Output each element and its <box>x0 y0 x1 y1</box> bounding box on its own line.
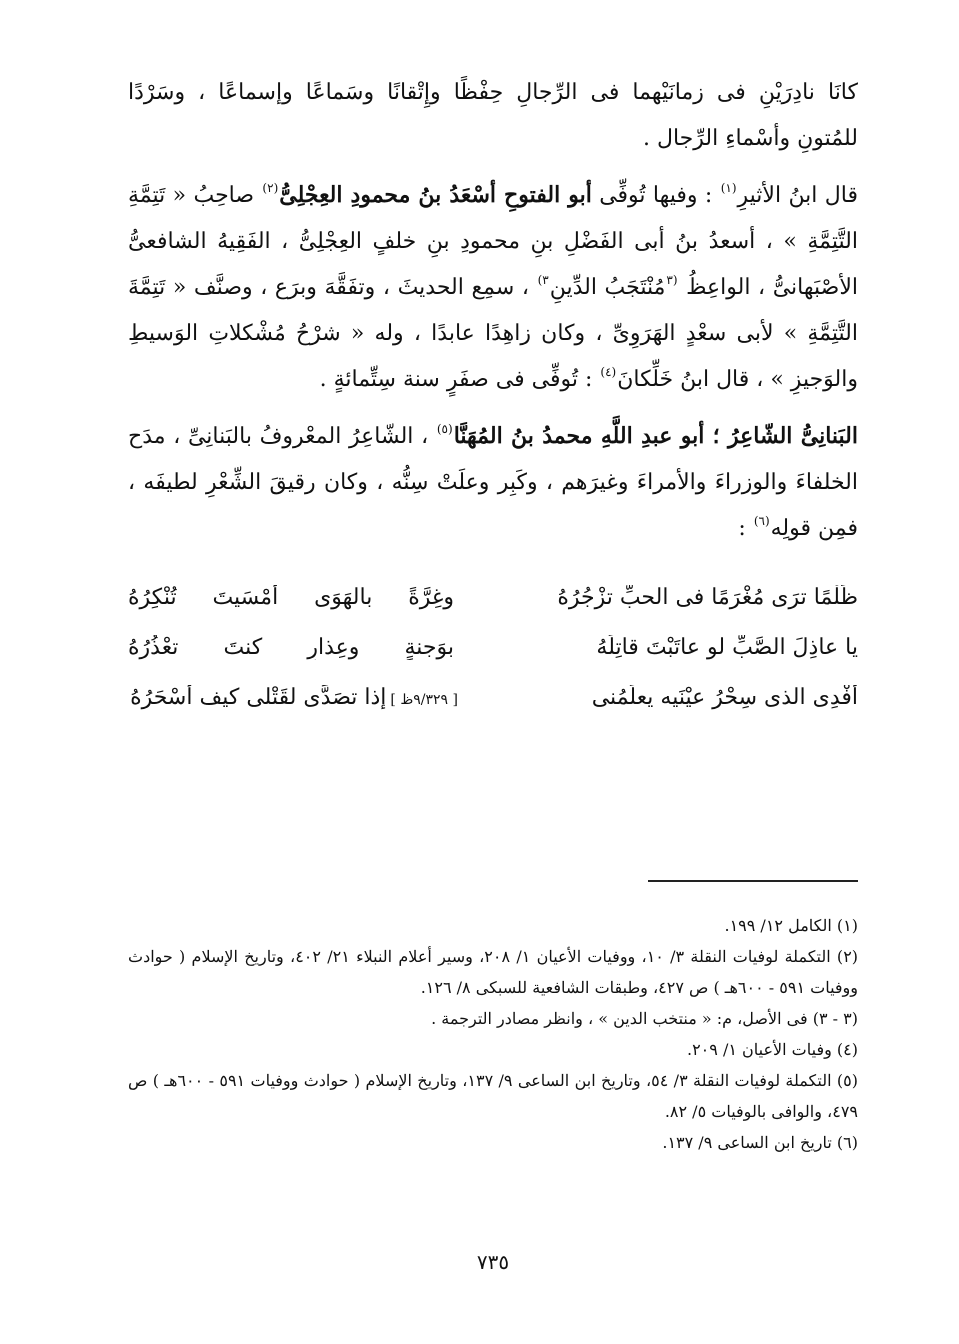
footnote-1: (١) الكامل ١٢/ ١٩٩. <box>724 916 858 935</box>
verse-2-first-hemistich: يا عاذِلَ الصَّبِّ لو عاتَبْتَ قاتِلَهُ <box>596 634 858 660</box>
footnote-separator <box>648 880 858 882</box>
poem-verse <box>128 622 858 672</box>
footnote-ref-6[interactable]: (٦) <box>753 513 770 528</box>
verse-3-first-hemistich: أفْدِى الذى سِحْرُ عيْنَيه يعلِّمُنى <box>591 684 858 710</box>
page-body <box>128 70 858 1330</box>
paragraph-1 <box>128 70 858 162</box>
footnote-ref-1[interactable]: (١) <box>720 180 737 195</box>
page-number: ٧٣٥ <box>476 1250 510 1274</box>
paragraph-2 <box>128 172 858 403</box>
footnote-ref-3-close[interactable]: ٣) <box>537 272 549 287</box>
footnotes <box>128 910 858 1158</box>
footnote-ref-4[interactable]: (٤) <box>600 364 617 379</box>
manuscript-folio-marker: [ ٩/٣٢٩ظ ] <box>390 691 458 708</box>
footnote-3: (٣ - ٣) فى الأصل، م: « منتخب الدين » ، وانظر مصادر الترجمة . <box>431 1009 858 1028</box>
entry-name-banani: البَنانِىُّ الشّاعِرُ ؛ أبو عبدِ اللَّهِ محمدُ بنُ المُهَنَّا <box>453 423 858 449</box>
p2-lead: قال ابنُ الأثيرِ <box>737 183 858 208</box>
footnote-ref-3-open[interactable]: (٣ <box>666 272 678 287</box>
paragraph-3 <box>128 413 858 552</box>
footnote-6: (٦) تاريخ ابن الساعى ٩/ ١٣٧. <box>662 1133 858 1152</box>
p2-body-3: ، سمِع الحديثَ ، وتفَقَّهَ وبرَع ، وصنَّف « تَتِمَّةَ التَّتِمَّةِ » لأبى سعْدٍ الهَرَوِىِّ ، وكان زاهِدًا عابدًا ، وله « شرْحُ مُشْكلاتِ الوَسيطِ والوَجيزِ » ، قال ابنُ خَلِّكانَ <box>128 275 858 392</box>
footnote-5: (٥) التكملة لوفيات النقلة ٣/ ٥٤، وتاريخ ابن الساعى ٩/ ١٣٧، وتاريخ الإسلام ( حوادث ووفيات ٥٩١ - ٦٠٠هـ ) ص ٤٧٩، والوافى بالوفيات ٥/ ٨٢. <box>128 1071 858 1121</box>
footnote-2: (٢) التكملة لوفيات النقلة ٣/ ١٠، ووفيات الأعيان ١/ ٢٠٨، وسير أعلام النبلاء ٢١/ ٤٠٢، وتاريخ الإسلام ( حوادث ووفيات ٥٩١ - ٦٠٠هـ ) ص ٤٢٧، وطبقات الشافعية للسبكى ٨/ ١٢٦. <box>128 947 859 997</box>
verse-3-second-text: إذا تصَدَّى لقَتْلى كيف أسْحَرُهُ <box>130 684 387 710</box>
footnote-ref-5[interactable]: (٥) <box>436 421 453 436</box>
poem-verse <box>128 572 858 622</box>
p3-body-2: : <box>738 516 753 541</box>
verse-1-second-hemistich <box>128 585 458 610</box>
poem-verse <box>128 672 858 722</box>
verse-2-second-text: بوَجنةٍ وعِذارٍ كنتَ تعْذُرُهُ <box>128 634 454 660</box>
footnote-4: (٤) وفيات الأعيان ١/ ٢٠٩. <box>686 1040 858 1059</box>
p2-body-1: صاحِبُ « تَتِمَّةِ التَّتِمَّةِ » ، أسعدُ بنُ أبى الفَضْلِ بنِ محمودِ بنِ خلفٍ العِجْلِىُّ ، الفَقِيهُ الشافعىُّ الأصْبَهانىُّ ، الواعِظُ <box>128 183 858 300</box>
verse-1-second-text: وغِرَّةً بالهَوَى أمْسَيتَ تُنْكِرُهُ <box>128 584 454 610</box>
p2-mid: : وفيها تُوفِّى <box>591 183 720 208</box>
footnote-ref-2[interactable]: (٢) <box>262 180 279 195</box>
paragraph-1-text: كانَا نادِرَيْنِ فى زمانَيْهما فى الرِّجالِ حِفْظًا وإِتْقانًا وسَماعًا وإسماعًا ، وسَرْدًا للمُتونِ وأسْماءِ الرِّجال . <box>128 80 858 151</box>
verse-1-first-hemistich: ظَلْمًا ترَى مُغْرَمًا فى الحبِّ تزْجُرُهُ <box>557 584 858 610</box>
p2-body-2: مُنْتَجَبُ الدِّينِ <box>549 275 666 300</box>
p3-body-1: ، الشّاعِرُ المعْروفُ بالبَنانِىِّ ، مدَح الخلفاءَ والوزراءَ والأمراءَ وغيرَهم ، وكَبِر وعلَتْ سِنُّه ، وكان رقيقَ الشِّعْرِ لطيفَه ، فمِن قولِه <box>128 424 858 541</box>
verse-2-second-hemistich <box>128 635 458 660</box>
entry-name-asad: أبو الفتوحِ أسْعَدُ بنُ محمودِ العِجْلِىُّ <box>279 182 592 208</box>
p2-body-4: : تُوفِّى فى صفَرٍ سنة سِتِّمائةٍ . <box>319 367 600 392</box>
poem <box>128 572 858 722</box>
verse-3-second-hemistich <box>128 685 458 710</box>
